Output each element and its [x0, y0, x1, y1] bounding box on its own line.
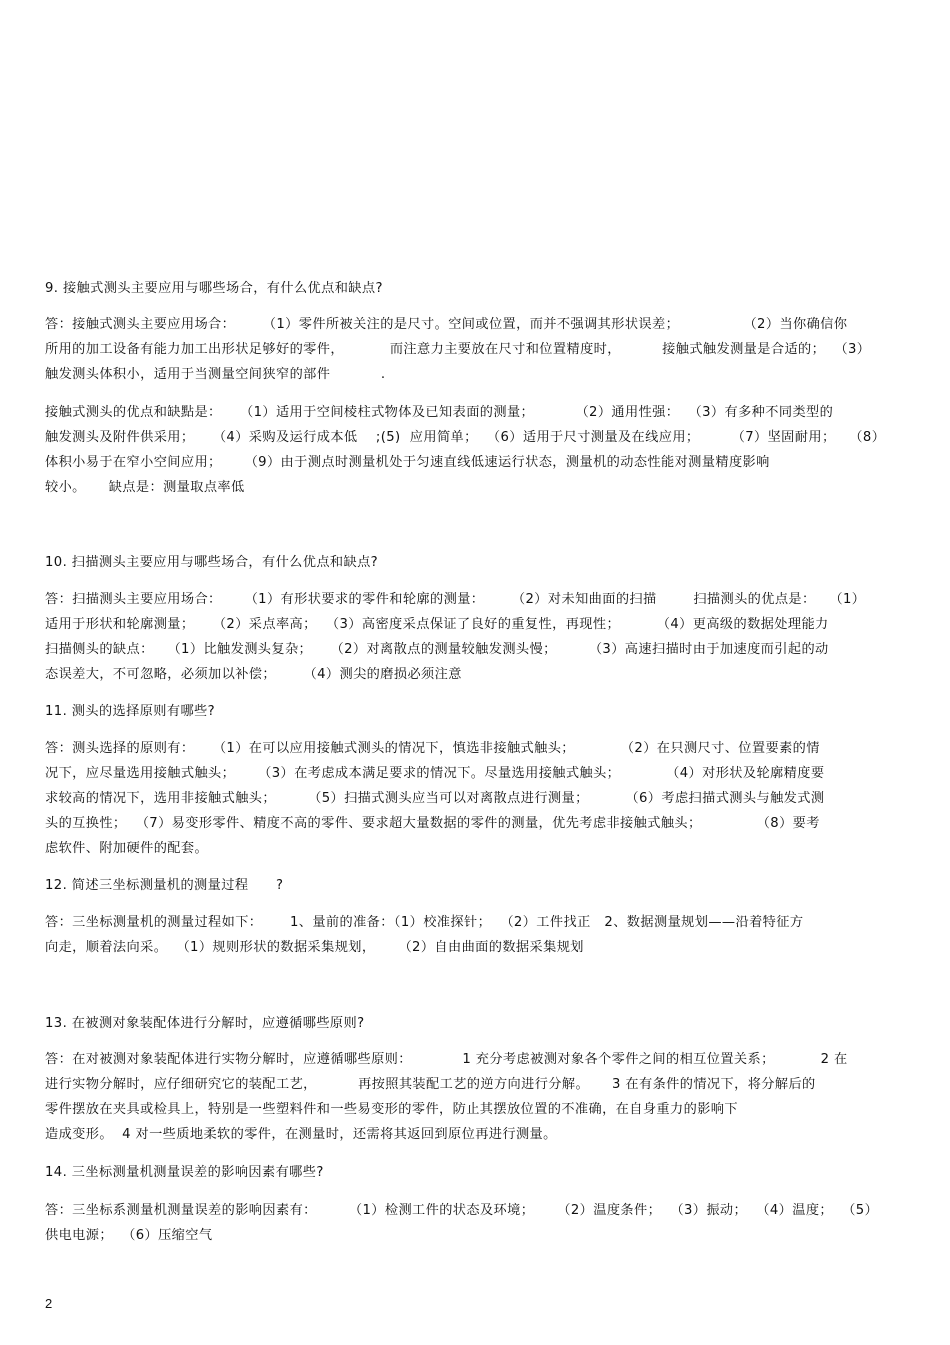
q11-answer-line-3: 求较高的情况下，选用非接触式触头； （5）扫描式测头应当可以对离散点进行测量； （6）考虑扫描式测头与触发式测 [45, 791, 825, 806]
q9-pros-line-3: 体积小易于在窄小空间应用； （9）由于测点时测量机处于匀速直线低速运行状态，测量机的动态性能对测量精度影响 [45, 455, 770, 470]
q13-answer-line-1: 答：在对被测对象装配体进行实物分解时，应遵循哪些原则： 1 充分考虑被测对象各个零件之间的相互位置关系； 2 在 [45, 1052, 848, 1067]
q12-answer-line-1: 答：三坐标测量机的测量过程如下： 1、量前的准备：（1）校准探针； （2）工件找正 2、数据测量规划——沿着特征方 [45, 915, 804, 930]
q11-answer-line-4: 头的互换性； （7）易变形零件、精度不高的零件、要求超大量数据的零件的测量，优先考虑非接触式触头； （8）要考 [45, 816, 820, 831]
q10-title: 10. 扫描测头主要应用与哪些场合，有什么优点和缺点? [45, 555, 379, 570]
q11-title: 11. 测头的选择原则有哪些? [45, 704, 216, 719]
q9-answer-line-2: 所用的加工设备有能力加工出形状足够好的零件， 而注意力主要放在尺寸和位置精度时， 接触式触发测量是合适的； （3） [45, 342, 871, 357]
q9-title: 9. 接触式测头主要应用与哪些场合，有什么优点和缺点? [45, 281, 383, 296]
q14-answer-line-2: 供电电源； （6）压缩空气 [45, 1228, 213, 1243]
q11-answer-line-2: 况下，应尽量选用接触式触头； （3）在考虑成本满足要求的情况下。尽量选用接触式触头； （4）对形状及轮廓精度要 [45, 766, 825, 781]
q13-title: 13. 在被测对象装配体进行分解时，应遵循哪些原则? [45, 1016, 365, 1031]
q14-title: 14. 三坐标测量机测量误差的影响因素有哪些? [45, 1165, 324, 1180]
q10-answer-line-3: 扫描侧头的缺点： （1）比触发测头复杂； （2）对离散点的测量较触发测头慢； （3）高速扫描时由于加速度而引起的动 [45, 642, 829, 657]
q9-answer-line-1: 答：接触式测头主要应用场合： （1）零件所被关注的是尺寸。空间或位置，而并不强调其形状误差； （2）当你确信你 [45, 317, 848, 332]
q13-answer-line-2: 进行实物分解时，应仔细研究它的装配工艺， 再按照其装配工艺的逆方向进行分解。 3 在有条件的情况下，将分解后的 [45, 1077, 816, 1092]
q9-answer-line-3: 触发测头体积小，适用于当测量空间狭窄的部件 . [45, 367, 386, 382]
q14-answer-line-1: 答：三坐标系测量机测量误差的影响因素有： （1）检测工件的状态及环境； （2）温度条件； （3）振动； （4）温度； （5） [45, 1203, 879, 1218]
q12-title: 12. 简述三坐标测量机的测量过程 ? [45, 878, 284, 893]
q11-answer-line-1: 答：测头选择的原则有： （1）在可以应用接触式测头的情况下，慎选非接触式触头； （2）在只测尺寸、位置要素的情 [45, 741, 820, 756]
q10-answer-line-2: 适用于形状和轮廓测量； （2）采点率高； （3）高密度采点保证了良好的重复性，再现性； （4）更高级的数据处理能力 [45, 617, 829, 632]
q10-answer-line-4: 态误差大，不可忽略，必须加以补偿； （4）测尖的磨损必须注意 [45, 667, 462, 682]
q13-answer-line-3: 零件摆放在夹具或检具上，特别是一些塑料件和一些易变形的零件，防止其摆放位置的不准确，在自身重力的影响下 [45, 1102, 738, 1117]
q12-answer-line-2: 向走，顺着法向采。 （1）规则形状的数据采集规划， （2）自由曲面的数据采集规划 [45, 940, 584, 955]
page-number: 2 [45, 1296, 53, 1311]
q10-answer-line-1: 答：扫描测头主要应用场合： （1）有形状要求的零件和轮廓的测量： （2）对未知曲面的扫描 扫描测头的优点是： （1） [45, 592, 866, 607]
q9-pros-line-2: 触发测头及附件供采用； （4）采购及运行成本低 ;(5) 应用简单； （6）适用于尺寸测量及在线应用； （7）坚固耐用； （8） [45, 430, 886, 445]
q13-answer-line-4: 造成变形。 4 对一些质地柔软的零件，在测量时，还需将其返回到原位再进行测量。 [45, 1127, 557, 1142]
q9-pros-line-1: 接触式测头的优点和缺點是： （1）适用于空间棱柱式物体及已知表面的测量； （2）通用性强： （3）有多种不同类型的 [45, 405, 834, 420]
q9-pros-line-4: 较小。 缺点是：测量取点率低 [45, 480, 245, 495]
q11-answer-line-5: 虑软件、附加硬件的配套。 [45, 841, 209, 856]
